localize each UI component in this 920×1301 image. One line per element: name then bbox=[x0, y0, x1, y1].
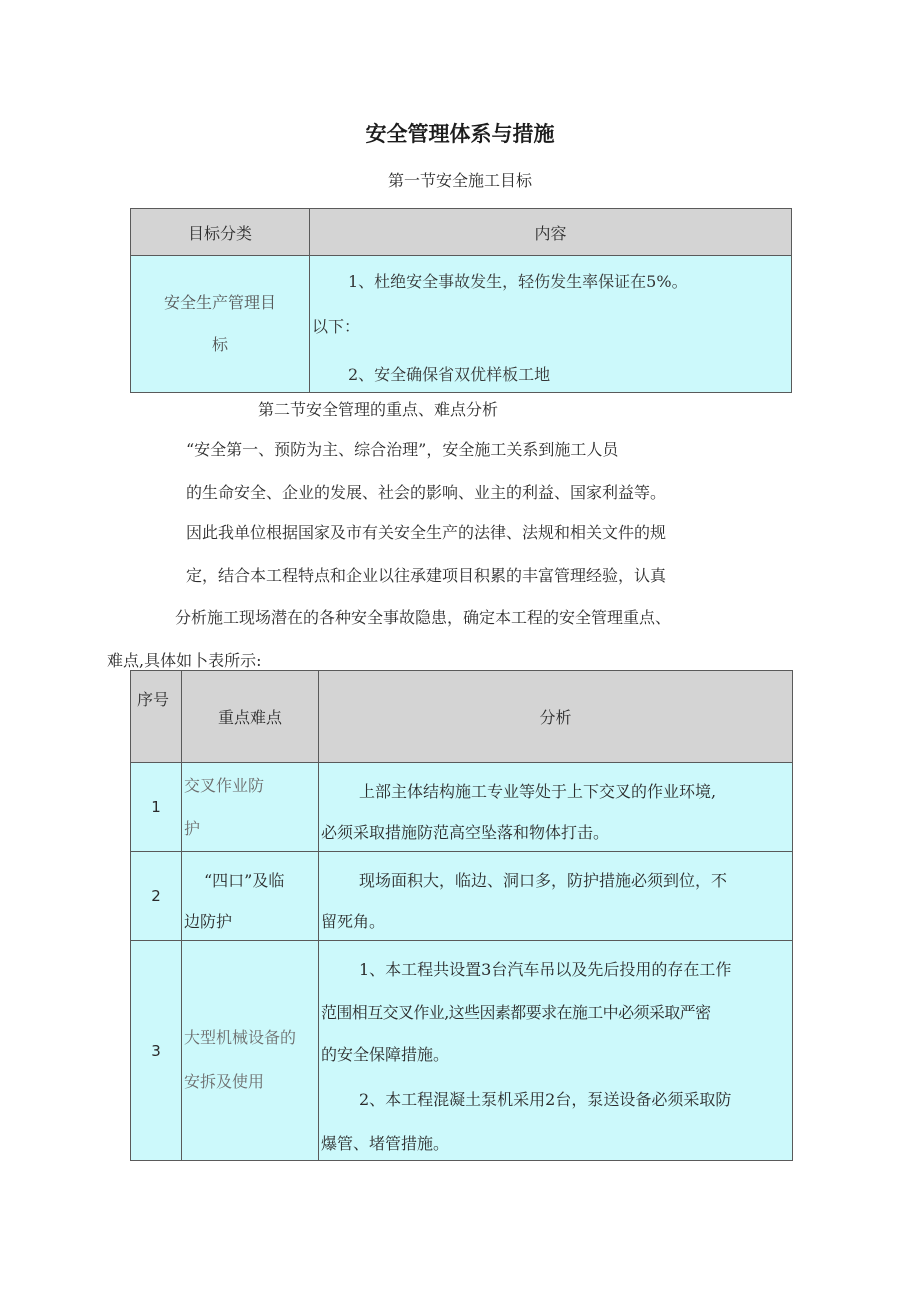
target-category-line1: 安全生产管理目 bbox=[163, 293, 276, 312]
row-2-analysis bbox=[319, 852, 793, 941]
row-1-point-line2: 护 bbox=[184, 819, 201, 838]
header-point: 重点难点 bbox=[182, 671, 319, 763]
paragraph-line-2: 的生命安全、企业的发展、社会的影响、业主的利益、国家利益等。 bbox=[186, 483, 667, 502]
target-item-1: 1、杜绝安全事故发生，轻伤发生率保证在5%。 bbox=[348, 272, 688, 291]
row-3-num: 3 bbox=[131, 941, 182, 1161]
row-1-analysis-line1: 上部主体结构施工专业等处于上下交叉的作业环境, bbox=[359, 782, 717, 801]
row-3-analysis-line1: 1、本工程共设置3台汽车吊以及先后投用的存在工作 bbox=[359, 960, 732, 979]
row-3-analysis-line5: 爆管、堵管措施。 bbox=[321, 1134, 450, 1153]
header-category: 目标分类 bbox=[131, 209, 310, 256]
target-item-1-cont: 以下： bbox=[312, 317, 361, 336]
row-3-point bbox=[182, 941, 319, 1161]
safety-target-table bbox=[130, 208, 792, 393]
row-1-analysis bbox=[319, 763, 793, 852]
row-1-analysis-line2: 必须采取措施防范高空坠落和物体打击。 bbox=[321, 823, 610, 842]
header-content: 内容 bbox=[310, 209, 792, 256]
page-title: 安全管理体系与措施 bbox=[365, 122, 555, 146]
section-2-heading: 第二节安全管理的重点、难点分析 bbox=[258, 400, 499, 419]
row-2-num: 2 bbox=[131, 852, 182, 941]
row-3-analysis bbox=[319, 941, 793, 1161]
target-item-2: 2、安全确保省双优样板工地 bbox=[348, 365, 551, 384]
paragraph-line-4: 定，结合本工程特点和企业以往承建项目积累的丰富管理经验，认真 bbox=[186, 566, 667, 585]
header-num bbox=[131, 671, 182, 763]
paragraph-line-6: 难点,具体如卜表所示: bbox=[107, 651, 262, 670]
row-3-point-line2: 安拆及使用 bbox=[184, 1072, 265, 1091]
paragraph-line-5: 分析施工现场潜在的各种安全事故隐患，确定本工程的安全管理重点、 bbox=[175, 608, 672, 627]
paragraph-line-1: “安全第一、预防为主、综合治理”，安全施工关系到施工人员 bbox=[186, 440, 619, 459]
row-3-point-line1: 大型机械设备的 bbox=[184, 1028, 297, 1047]
row-2-point bbox=[182, 852, 319, 941]
row-2-analysis-line1: 现场面积大，临边、洞口多，防护措施必须到位，不 bbox=[359, 871, 728, 890]
target-category-line2: 标 bbox=[211, 335, 228, 354]
row-3-analysis-line2: 范围相互交叉作业,这些因素都要求在施工中必须采取严密 bbox=[321, 1003, 711, 1022]
row-3-analysis-line4: 2、本工程混凝土泵机采用2台，泵送设备必须采取防 bbox=[359, 1090, 732, 1109]
row-3-analysis-line3: 的安全保障措施。 bbox=[321, 1045, 450, 1064]
row-2-analysis-line2: 留死角。 bbox=[321, 912, 386, 931]
header-analysis: 分析 bbox=[319, 671, 793, 763]
row-1-point bbox=[182, 763, 319, 852]
target-category bbox=[131, 256, 310, 393]
row-2-point-line2: 边防护 bbox=[184, 912, 233, 931]
row-1-num: 1 bbox=[131, 763, 182, 852]
target-content bbox=[310, 256, 792, 393]
row-1-point-line1: 交叉作业防 bbox=[184, 776, 265, 795]
key-difficulty-table bbox=[130, 670, 793, 1161]
paragraph-line-3: 因此我单位根据国家及市有关安全生产的法律、法规和相关文件的规 bbox=[186, 523, 667, 542]
header-num-label: 序号 bbox=[137, 690, 170, 709]
row-2-point-line1: “四口”及临 bbox=[204, 871, 285, 890]
section-1-heading: 第一节安全施工目标 bbox=[387, 171, 532, 190]
